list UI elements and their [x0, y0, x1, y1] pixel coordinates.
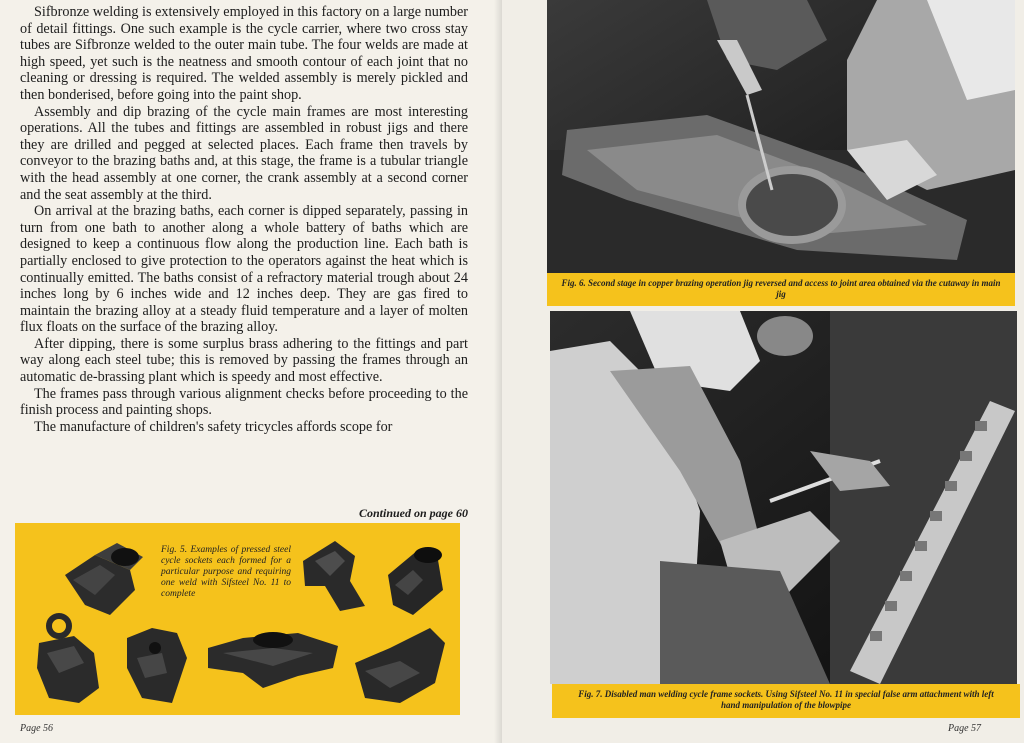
paragraph-6: The manufacture of children's safety tricycles affords scope for — [34, 418, 393, 435]
paragraph-4: After dipping, there is some surplus brass adhering to the fittings and part way along each steel tube; this is removed by passing the frames through an automatic de-brassing plant which is speedy and most effective. — [20, 335, 468, 386]
socket-photo-icon — [373, 535, 453, 620]
figure-5-panel — [15, 523, 460, 715]
page-number-right: Page 57 — [948, 723, 982, 734]
left-page — [0, 0, 502, 743]
socket-photo-icon — [117, 618, 197, 708]
socket-photo-icon — [29, 608, 114, 708]
paragraph-2: Assembly and dip brazing of the cycle main frames are most interesting operations. All the tubes and fittings are assembled in robust jigs and there they are drilled and pegged at selected places. Each frame then travels by conveyor to the brazing baths and, at this stage, the frame is a tubular triangle with the head assembly at one corner, the crank assembly at a second corner and the seat assembly at the third. — [20, 103, 468, 203]
paragraph-1: Sifbronze welding is extensively employed in this factory on a large number of detail fittings. One such example is the cycle carrier, where two cross stay tubes are Sifbronze welded to the outer main tube. The four welds are made at high speed, yet such is the neatness and smooth contour of each joint that no cleaning or dressing is required. The welded assembly is merely pickled and then bonderised, before going into the paint shop. — [20, 4, 468, 103]
paragraph-5: The frames pass through various alignment checks before proceeding to the finish process and painting shops. — [20, 385, 468, 419]
figure-5-caption: Fig. 5. Examples of pressed steel cycle sockets each formed for a particular purpose and requiring one weld with Sifsteel No. 11 to complete — [161, 545, 291, 599]
continued-note: Continued on page 60 — [358, 506, 468, 520]
socket-photo-icon — [295, 531, 375, 616]
welding-photo — [547, 0, 1015, 284]
figure-6-caption: Fig. 6. Second stage in copper brazing operation jig reversed and access to joint area obtained via the cutaway in main jig — [547, 273, 1015, 306]
disabled-welder-photo — [550, 311, 1017, 684]
page-number-left: Page 56 — [20, 723, 54, 734]
article-body — [20, 4, 468, 435]
right-page — [502, 0, 1024, 743]
socket-photo-icon — [203, 618, 343, 693]
paragraph-3: On arrival at the brazing baths, each corner is dipped separately, passing in turn from one bath to another along a whole battery of baths which are designed to keep a continuous flow along the production line. Each bath is partially enclosed to give protection to the operators against the heat which is continually emitted. The baths consist of a refractory material trough about 24 inches long by 6 inches wide and 12 inches deep. They are gas fired to maintain the brazing alloy at a steady fluid temperature and a layer of molten flux floats on the surface of the brazing alloy. — [20, 203, 468, 336]
socket-photo-icon — [350, 623, 450, 708]
figure-7-caption: Fig. 7. Disabled man welding cycle frame sockets. Using Sifsteel No. 11 in special false arm attachment with left hand manipulation of the blowpipe — [552, 684, 1020, 718]
figure-7-photo — [550, 311, 1017, 684]
figure-6-photo — [547, 0, 1015, 284]
